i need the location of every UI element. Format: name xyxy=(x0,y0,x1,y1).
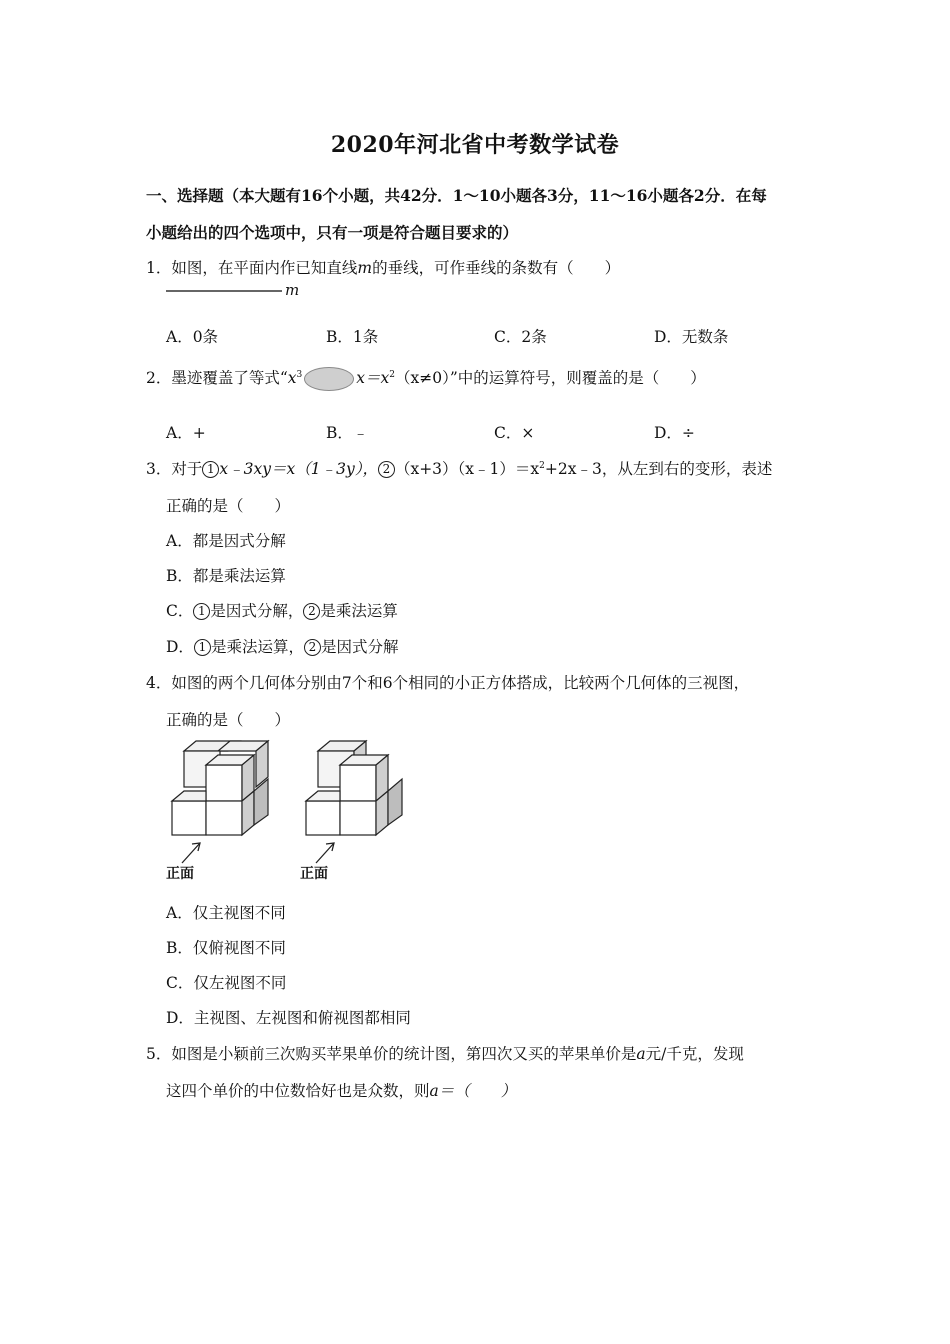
question-3-line1 xyxy=(146,457,772,479)
option-c-end: 是乘法运算 xyxy=(320,602,398,620)
option-c-prefix: C． xyxy=(166,602,194,620)
question-1 xyxy=(146,256,620,278)
question-1-var: m xyxy=(357,259,373,277)
question-3-eq2b: +2x﹣3，从左到右的变形，表述 xyxy=(544,460,773,478)
question-5-line2 xyxy=(166,1079,516,1101)
page-title: 2020年河北省中考数学试卷 xyxy=(330,132,620,158)
question-3-option-d xyxy=(166,635,398,657)
question-2-exp2: 2 xyxy=(389,369,396,380)
question-2-x: x xyxy=(287,369,297,387)
solid-7-cubes xyxy=(172,741,268,863)
question-3-part1: 3．对于 xyxy=(146,460,203,478)
circled-number-2: 2 xyxy=(304,639,321,656)
question-1-text-a: 1．如图，在平面内作已知直线 xyxy=(146,259,358,277)
question-5-line1 xyxy=(146,1042,744,1064)
question-2 xyxy=(146,366,706,391)
section-header-line1: 一、选择题（本大题有16个小题，共42分．1～10小题各3分，11～16小题各2分．在每 xyxy=(146,186,767,205)
option-d-prefix: D． xyxy=(166,638,194,656)
line-m-label: m xyxy=(285,281,300,299)
question-3-eq1: x﹣3xy＝x（1﹣3y）， xyxy=(219,460,378,478)
question-5-text-b: 元/千克，发现 xyxy=(645,1045,744,1063)
question-1-option-d: D．无数条 xyxy=(654,328,729,346)
question-1-text-b: 的垂线，可作垂线的条数有（ ） xyxy=(372,259,621,277)
circled-number-2: 2 xyxy=(378,461,395,478)
question-2-suffix: （x≠0）”中的运算符号，则覆盖的是（ ） xyxy=(395,369,706,387)
question-2-option-a: A．+ xyxy=(166,424,206,442)
question-1-option-b: B．1条 xyxy=(326,328,379,346)
question-2-option-d: D．÷ xyxy=(654,424,695,442)
question-3-square: 2 xyxy=(539,460,545,471)
question-2-option-c: C．× xyxy=(494,424,535,442)
question-1-option-c: C．2条 xyxy=(494,328,547,346)
front-label-1: 正面 xyxy=(166,866,194,882)
question-5-var: a xyxy=(636,1045,646,1063)
question-4-line1: 4．如图的两个几何体分别由7个和6个相同的小正方体搭成，比较两个几何体的三视图， xyxy=(146,674,750,692)
cube-figure xyxy=(160,735,420,891)
question-4-option-b: B．仅俯视图不同 xyxy=(166,939,286,957)
question-1-option-a: A．0条 xyxy=(166,328,219,346)
question-4-option-a: A．仅主视图不同 xyxy=(166,904,286,922)
question-5-text-c: 这四个单价的中位数恰好也是众数，则 xyxy=(166,1082,430,1100)
solid-6-cubes xyxy=(306,741,402,863)
cube-figure-svg xyxy=(160,735,420,887)
option-d-mid: 是乘法运算， xyxy=(210,638,304,656)
question-4-option-c: C．仅左视图不同 xyxy=(166,974,287,992)
option-c-mid: 是因式分解， xyxy=(210,602,304,620)
question-5-text-d: a＝（ ） xyxy=(429,1082,517,1100)
question-2-mid: x＝ xyxy=(356,369,381,387)
question-5-text-a: 5．如图是小颖前三次购买苹果单价的统计图，第四次又买的苹果单价是 xyxy=(146,1045,637,1063)
option-d-end: 是因式分解 xyxy=(320,638,399,656)
question-2-x2: x xyxy=(380,369,390,387)
question-2-prefix: 2．墨迹覆盖了等式“ xyxy=(146,369,288,387)
circled-number-1: 1 xyxy=(202,461,219,478)
question-3-option-a: A．都是因式分解 xyxy=(166,532,286,550)
question-2-exp3: 3 xyxy=(296,369,303,380)
question-3-line2: 正确的是（ ） xyxy=(166,497,291,515)
section-header-line2: 小题给出的四个选项中，只有一项是符合题目要求的） xyxy=(146,223,519,242)
circled-number-1: 1 xyxy=(194,639,211,656)
question-4-line2: 正确的是（ ） xyxy=(166,711,291,729)
question-3-option-c xyxy=(166,599,398,621)
circled-number-1: 1 xyxy=(193,603,210,620)
question-2-option-b: B．﹣ xyxy=(326,424,369,442)
question-4-option-d: D．主视图、左视图和俯视图都相同 xyxy=(166,1009,411,1027)
circled-number-2: 2 xyxy=(303,603,320,620)
front-label-2: 正面 xyxy=(300,866,328,882)
question-3-option-b: B．都是乘法运算 xyxy=(166,567,286,585)
ink-blot xyxy=(304,367,354,391)
line-m-figure xyxy=(166,281,306,304)
question-3-eq2: （x+3）（x﹣1）＝x xyxy=(394,460,540,478)
